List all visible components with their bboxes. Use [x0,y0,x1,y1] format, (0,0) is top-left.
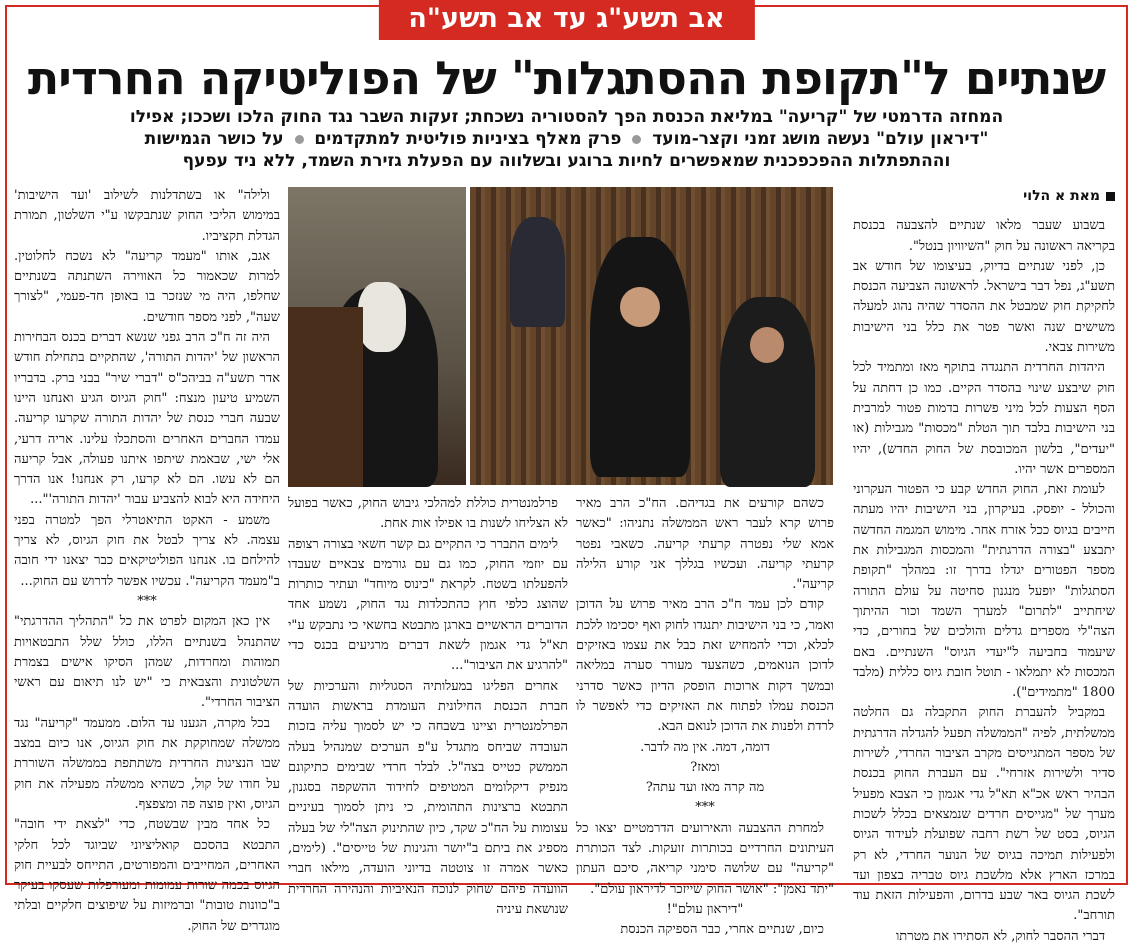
article-paragraph: כיום, שנתיים אחרי, כבר הספיקה הכנסת [620,922,824,938]
photo-speaker-podium [288,187,466,485]
article-paragraph: משמע - האקט התיאטרלי הפך למטרה בפני עצמה. לא צריך לבטל את חוק הגיוס, לא צריך להילחם בו. אנחנו הפוליטיקאים כבר יצאנו ידי חובה ב"מעמד הקריעה". עכשיו אפשר לדרוש עם החוק... [14,512,280,589]
article-paragraph: מה קרה מאז ועד עתה? [645,780,765,796]
article-column-4 [14,186,280,934]
photo-face [750,327,784,363]
article-paragraph: בכל מקרה, הגענו עד הלום. ממעמד "קריעה" נגד ממשלה שמחוקקת את חוק הגיוס, אנו כיום במצב שבו הנציגות החרדית משתתפת בממשלה השוררת על חודו של קול, כשהיא ממשלה מפעילה את חוק הגיוס, ואין פוצה פה ומצפצף. [14,715,280,812]
article-paragraph: אגב, אותו "מעמד קריעה" לא נשכח לחלוטין. למרות שכאמור כל האווירה השתנתה בשנתיים שחלפו, היה מי שנזכר בו באופן חד-פעמי, "לצורך שעה", לפני מספר חודשים. [14,248,280,325]
subheadline-line-1: המחזה הדרמטי של "קריעה" במליאת הכנסת הפך להסטוריה נשכחת; זעקות השבר נגד החוק הלכו ושככו; אפילו [129,107,1004,127]
photo-beard [358,282,406,352]
subheadline-segment: פרק מאלף בציניות פוליטית למתקדמים [314,129,622,149]
article-paragraph: דברי ההסבר לחוק, לא הסתירו את מטרתו [895,928,1105,944]
article-column-1 [853,186,1115,944]
headline: שנתיים ל"תקופת ההסתגלות" של הפוליטיקה החרדית [27,51,1106,105]
article-paragraph: קודם לכן עמד ח"כ הרב מאיר פרוש על הדוכן ואמר, כי בני הישיבות יתנגדו לחוק ואף יסכימו ללכת לכלא, וכדי להמחיש זאת כבל את עצמו באזיקים לדוכן הנואמים, כשהצעד מעורר סערה במליאה ובמשך דקות ארוכות הופסק הדיון כאשר סדרני הכנסת עמלו לפתוח את האזיקים כדי לאפשר לו לרדת ולפנות את הדוכן לנואם הבא. [576,597,834,735]
photo-figure [720,297,815,487]
article-paragraph: בשבוע שעבר מלאו שנתיים להצבעה בכנסת בקריאה ראשונה על חוק "השיוויון בנטל". [853,218,1115,254]
subheadline-segment: על כושר הגמישות [144,129,284,149]
article-paragraph: אחרים הפליגו במעלותיה הסגוליות והערכיות של חברת הכנסת החילונית העומדת בראשות הועדה הפרלמנטרית וציינו בשבחה כי יש לסמוך עליה בזכות העובדה שביחס מתגדל ע"פ הערכים שמנהיל בעלה הממשק כטייס בצה"ל. לבלר חרדי שבימים כתיקונם מנפיק דיקלומים המטיפים לחידוד ההשקפה בסגנון, התבטא ברצינות התהומית, כי ניתן לסמוך בעיניים עצומות על הח"כ שקד, כיון שהתינוק הצה"לי של בעלה מספיג את ביתם ב"יושר והגינות של טייסים". (לימים, כאשר אמרה זו צוטטה בדיוני הועדה, מילאו חברי הוועדה פיהם שחוק לנוכח הנאיביות והנהירה החרדית שנושאת עיניה [288,678,568,917]
article-paragraph: *** [695,800,715,816]
subheadline [40,106,1093,172]
photo-figure [510,217,565,327]
article-paragraph: *** [137,593,157,609]
date-banner: אב תשע"ג עד אב תשע"ה [378,0,754,40]
article-column-3 [288,494,568,917]
photo-face [620,287,660,327]
article-paragraph: במקביל להעברת החוק התקבלה גם החלטה ממשלתית, לפיה "הממשלה תפעל להגדלה הדרגתית של מספר המתגייסים מקרב הציבור החרדי, לשירות סדיר ולשירות אזרחי". עם העברת החוק בכנסת הבהיר ראש אכ"א תא"ל גדי אגמון כי הצבא מפעיל מערך של "מגייסים חרדים שנמצאים בכלל לשכות הגיוס, בסט של רשת רחבה שפועלת לעידוד הגיוס ולפעילות תמיכה בגיוס של הנוער החרדי, לא רק במרכז הארץ אלא מלשכת גיוס טבריה בצפון ועד לשכת הגיוס באר שבע בדרום, והפעילות הזאת עוד תורחב". [853,705,1115,924]
subheadline-line-2 [40,128,1093,150]
photo-podium [288,307,363,487]
photo-figure-rabbi [590,237,690,477]
article-paragraph: כל אחד מבין שבשטח, כדי "לצאת ידי חובה" התבטא בהסכם קואליציוני שביוגד לכל חלקי האחרים, המחייבים והמפורטים, התייחס לבעיית חוק הגיוס בכמה שורות עמומות ומעורפלות שעסקו בעיקר ב"כוונות טובות" וברמיזות על שיפוצים חלקיים ובלתי מוגדרים של החוק. [14,817,280,934]
subheadline-line-3: וההתפתלות ההפכפכנית שמאפשרים לחיות ברוגע ובשלווה עם הפעלת גזירת השמד, ללא ניד עפעף [182,151,951,171]
article-paragraph: פרלמנטרית כוללת למהלכי גיבוש החוק, כאשר בפועל לא הצליחו לשנות בו אפילו אות אחת. [288,496,568,532]
article-paragraph: למחרת ההצבעה והאירועים הדרמטיים יצאו כל העיתונים החרדיים בכותרות זועקות. לצד הכותרת "קריעה" עם שלושה סימני קריאה, סיכם העתון "יתד נאמן": "אושר החוק שייזכר לדיראון עולם". [576,820,834,897]
article-paragraph: היה זה ח"כ הרב גפני שנשא דברים בכנס הבחירות הראשון של 'יהדות התורה', שהתקיים בתחילת חודש אדר תשע"ה בביהכ"ס "דברי שיר" בבני ברק. בדבריו השמיע טיעון מנצח: "חוק הגיוס הגיע ואנחנו היינו שבעה חברי כנסת של יהדות התורה שקרעו קריעה. עמדו החברים האחרים והסתכלו עלינו. אריה דרעי, אלי ישי, שבאמת שיתפו איתנו פעולה, אבל קריעה הם לא עשו. הם לא קרעו, רק אנחנו! אנו הדרך היחידה היא לבוא להצביע עבור 'יהדות התורה'"... [14,330,280,508]
article-paragraph: ומאז? [690,759,720,775]
byline [853,186,1115,206]
article-paragraph: ולילה" או בשתדלנות לשילוב 'ועד הישיבות' במימוש הליכי החוק שנתבקשו ע"י השלטון, תמורת הגדלת תקציביו. [14,188,280,244]
bullet-icon [632,135,641,144]
bullet-icon [295,135,304,144]
article-paragraph: לימים התברר כי התקיים גם קשר חשאי בצורה רצופה עם יוזמי החוק, כמו גם עם גורמים צבאיים שעבדו להפעלתו בשטח. לקראת "כינוס מיוחד" ועתיר כותרות שהוצג כלפי חוץ כהתכלדות נגד החוק, נשמע אחד הדוברים הראשיים בארגן מתבטא בחשאי כי נתבקש ע"י תא"ל גדי אגמון לשאת דברים מרגיעים בכנס כדי "להרגיע את הציבור"... [288,536,568,674]
article-paragraph: "דיראון עולם"! [666,901,744,917]
article-paragraph: היהדות החרדית התנגדה בתוקף מאז ומתמיד לכל חוק שיבצע שינוי בהסדר הקיים. כמו כן דחתה על הסף הצעות לכל מיני פשרות בדמות פטור למרבית בני הישיבות בלבד תוך הטלת "מכסות" מגבילות (או "יעדים", בלשון המכובסת של החוק החדש), יהיו המספרים אשר יהיו. [853,360,1115,477]
article-paragraph: אין כאן המקום לפרט את כל "התהליך ההדרגתי" שהתנהל בשנתיים הללו, כולל שלל התבטאויות תמוהות ומחרדות, שמהן הסיקו אישים בצמרת השלטונית והצבאית כי "יש לנו תיאום עם ראשי הציבור החרדי". [14,614,280,711]
article-paragraph: כן, לפני שנתיים בדיוק, בעיצומו של חודש אב תשע"ג, נפל דבר בישראל. לראשונה הצביעה הכנסת לחקיקת חוק שמבטל את ההסדר שהיה נהוג למעלה משישים שנה ואשר פטר את כלל בני הישיבות משירות צבאי. [853,258,1115,356]
article-paragraph: לעומת זאת, החוק החדש קבע כי הפטור העקרוני והכולל - יופסק. בעיקרון, בני הישיבות יהיו מעתה חייבים בגיוס ככל אזרח אחר. מימוש המגמה החדשה יתבצע "בצורה הדרגתית" והמכסות המגבילות את מספר הפטורים יגדלו בדרך זו: במהלך "תקופת הסתגלות" יופעל מנגנון סחיטה על עולם התורה שיחתייב "לתרום" למערך השמד וכור ההיתוך הצה"לי מספרים גדלים והולכים של בחורים, כדי שיעמוד בחביעה ל"יעדי הגיוס" השנתיים. באם המכסות לא יתמלאו - תוטל חובת גיוס כללית (מלבד 1800 "מתמידים"). [853,482,1115,701]
article-paragraph: דומה, דמה. אין מה לדבר. [640,739,770,755]
subheadline-segment: "דיראון עולם" נעשה מושג זמני וקצר-מועד [652,129,989,149]
photo-knesset-plenum [470,187,833,485]
article-column-2 [576,494,834,938]
article-paragraph: כשהם קורעים את בגדיהם. הח"כ הרב מאיר פרוש קרא לעבר ראש הממשלה נתניהו: "כאשר אמא שלי נפטרה קרעתי קריעה. כשאבי נפטר קרעתי קריעה. ועכשיו בגללך אני קורע הלילה קריעה". [576,496,834,593]
author-name: מאת א הלוי [1023,188,1100,204]
square-bullet-icon [1106,192,1115,201]
